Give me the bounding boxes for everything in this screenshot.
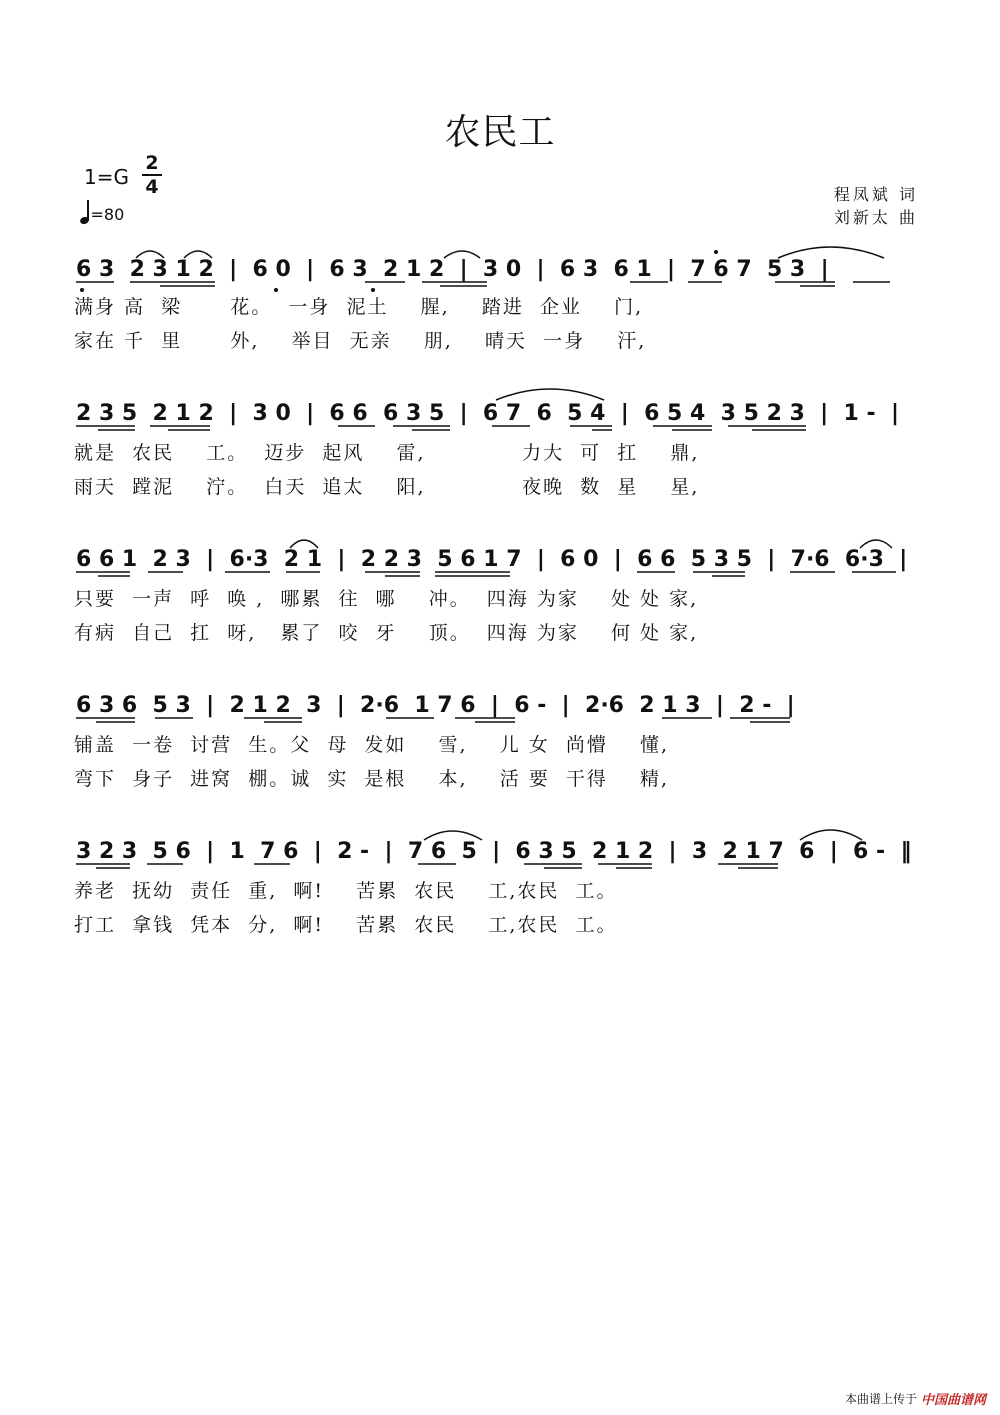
site-logo[interactable]: 中国曲谱网: [920, 1393, 986, 1408]
lyrics-system-4-verse-2: 弯下 身子 进窝 棚。诚 实 是根 本, 活 要 干得 精,: [74, 768, 670, 790]
lyricist-credit: 程凤斌 词: [833, 185, 918, 204]
composer-credit: 刘新太 曲: [833, 208, 918, 227]
system-4: [76, 693, 795, 722]
lyrics-system-2-verse-2: 雨天 蹚泥 泞。 白天 追太 阳, 夜晚 数 星 星,: [74, 476, 700, 498]
system-1: [76, 247, 890, 292]
notation-line: 2 3 5 2 1 2 | 3 0 | 6 6 6 3 5 | 6 7 6 5 4 | 6 5 4 3 5 2 3 | 1 - |: [76, 401, 899, 426]
system-3: [76, 540, 907, 576]
notation-line: 6 3 6 5 3 | 2 1 2 3 | 2·6 1 7 6 | 6 - | 2·6 2 1 3 | 2 - |: [76, 693, 795, 718]
system-5: [76, 830, 911, 868]
lyrics-system-1-verse-1: 满身 高 梁 花。 一身 泥土 腥, 踏进 企业 门,: [74, 296, 644, 318]
lyrics-system-5-verse-2: 打工 拿钱 凭本 分, 啊! 苦累 农民 工,农民 工。: [74, 914, 618, 936]
key-signature: 1=G: [84, 165, 129, 189]
lyrics-system-3-verse-2: 有病 自己 扛 呀, 累了 咬 牙 顶。 四海 为家 何 处 家,: [74, 622, 699, 644]
lyrics-system-2-verse-1: 就是 农民 工。 迈步 起风 雷, 力大 可 扛 鼎,: [74, 442, 700, 464]
lyrics-system-5-verse-1: 养老 抚幼 责任 重, 啊! 苦累 农民 工,农民 工。: [74, 880, 618, 902]
time-signature-top: 2: [145, 152, 159, 174]
notation-line: 6 3 2 3 1 2 | 6 0 | 6 3 2 1 2 | 3 0 | 6 3 6 1 | 7 6 7 5 3 |: [76, 257, 829, 282]
tempo-value: =80: [90, 204, 125, 224]
beams-and-slurs: [76, 718, 790, 722]
page-title: 农民工: [444, 112, 556, 153]
lyrics-system-4-verse-1: 铺盖 一卷 讨营 生。父 母 发如 雪, 儿 女 尚懵 懂,: [74, 734, 670, 756]
notation-line: 6 6 1 2 3 | 6·3 2 1 | 2 2 3 5 6 1 7 | 6 0 | 6 6 5 3 5 | 7·6 6·3 |: [76, 547, 908, 572]
time-signature-bottom: 4: [145, 176, 159, 198]
footer: [845, 1389, 986, 1408]
lyrics-system-1-verse-2: 家在 千 里 外, 举目 无亲 朋, 晴天 一身 汗,: [74, 330, 647, 352]
footer-text: 本曲谱上传于: [844, 1392, 917, 1406]
notation-line: 3 2 3 5 6 | 1 7 6 | 2 - | 7 6 5 | 6 3 5 2 1 2 | 3 2 1 7 6 | 6 - ‖: [76, 839, 912, 864]
lyrics-system-3-verse-1: 只要 一声 呼 唤 , 哪累 往 哪 冲。 四海 为家 处 处 家,: [74, 588, 699, 610]
system-2: [76, 389, 899, 430]
